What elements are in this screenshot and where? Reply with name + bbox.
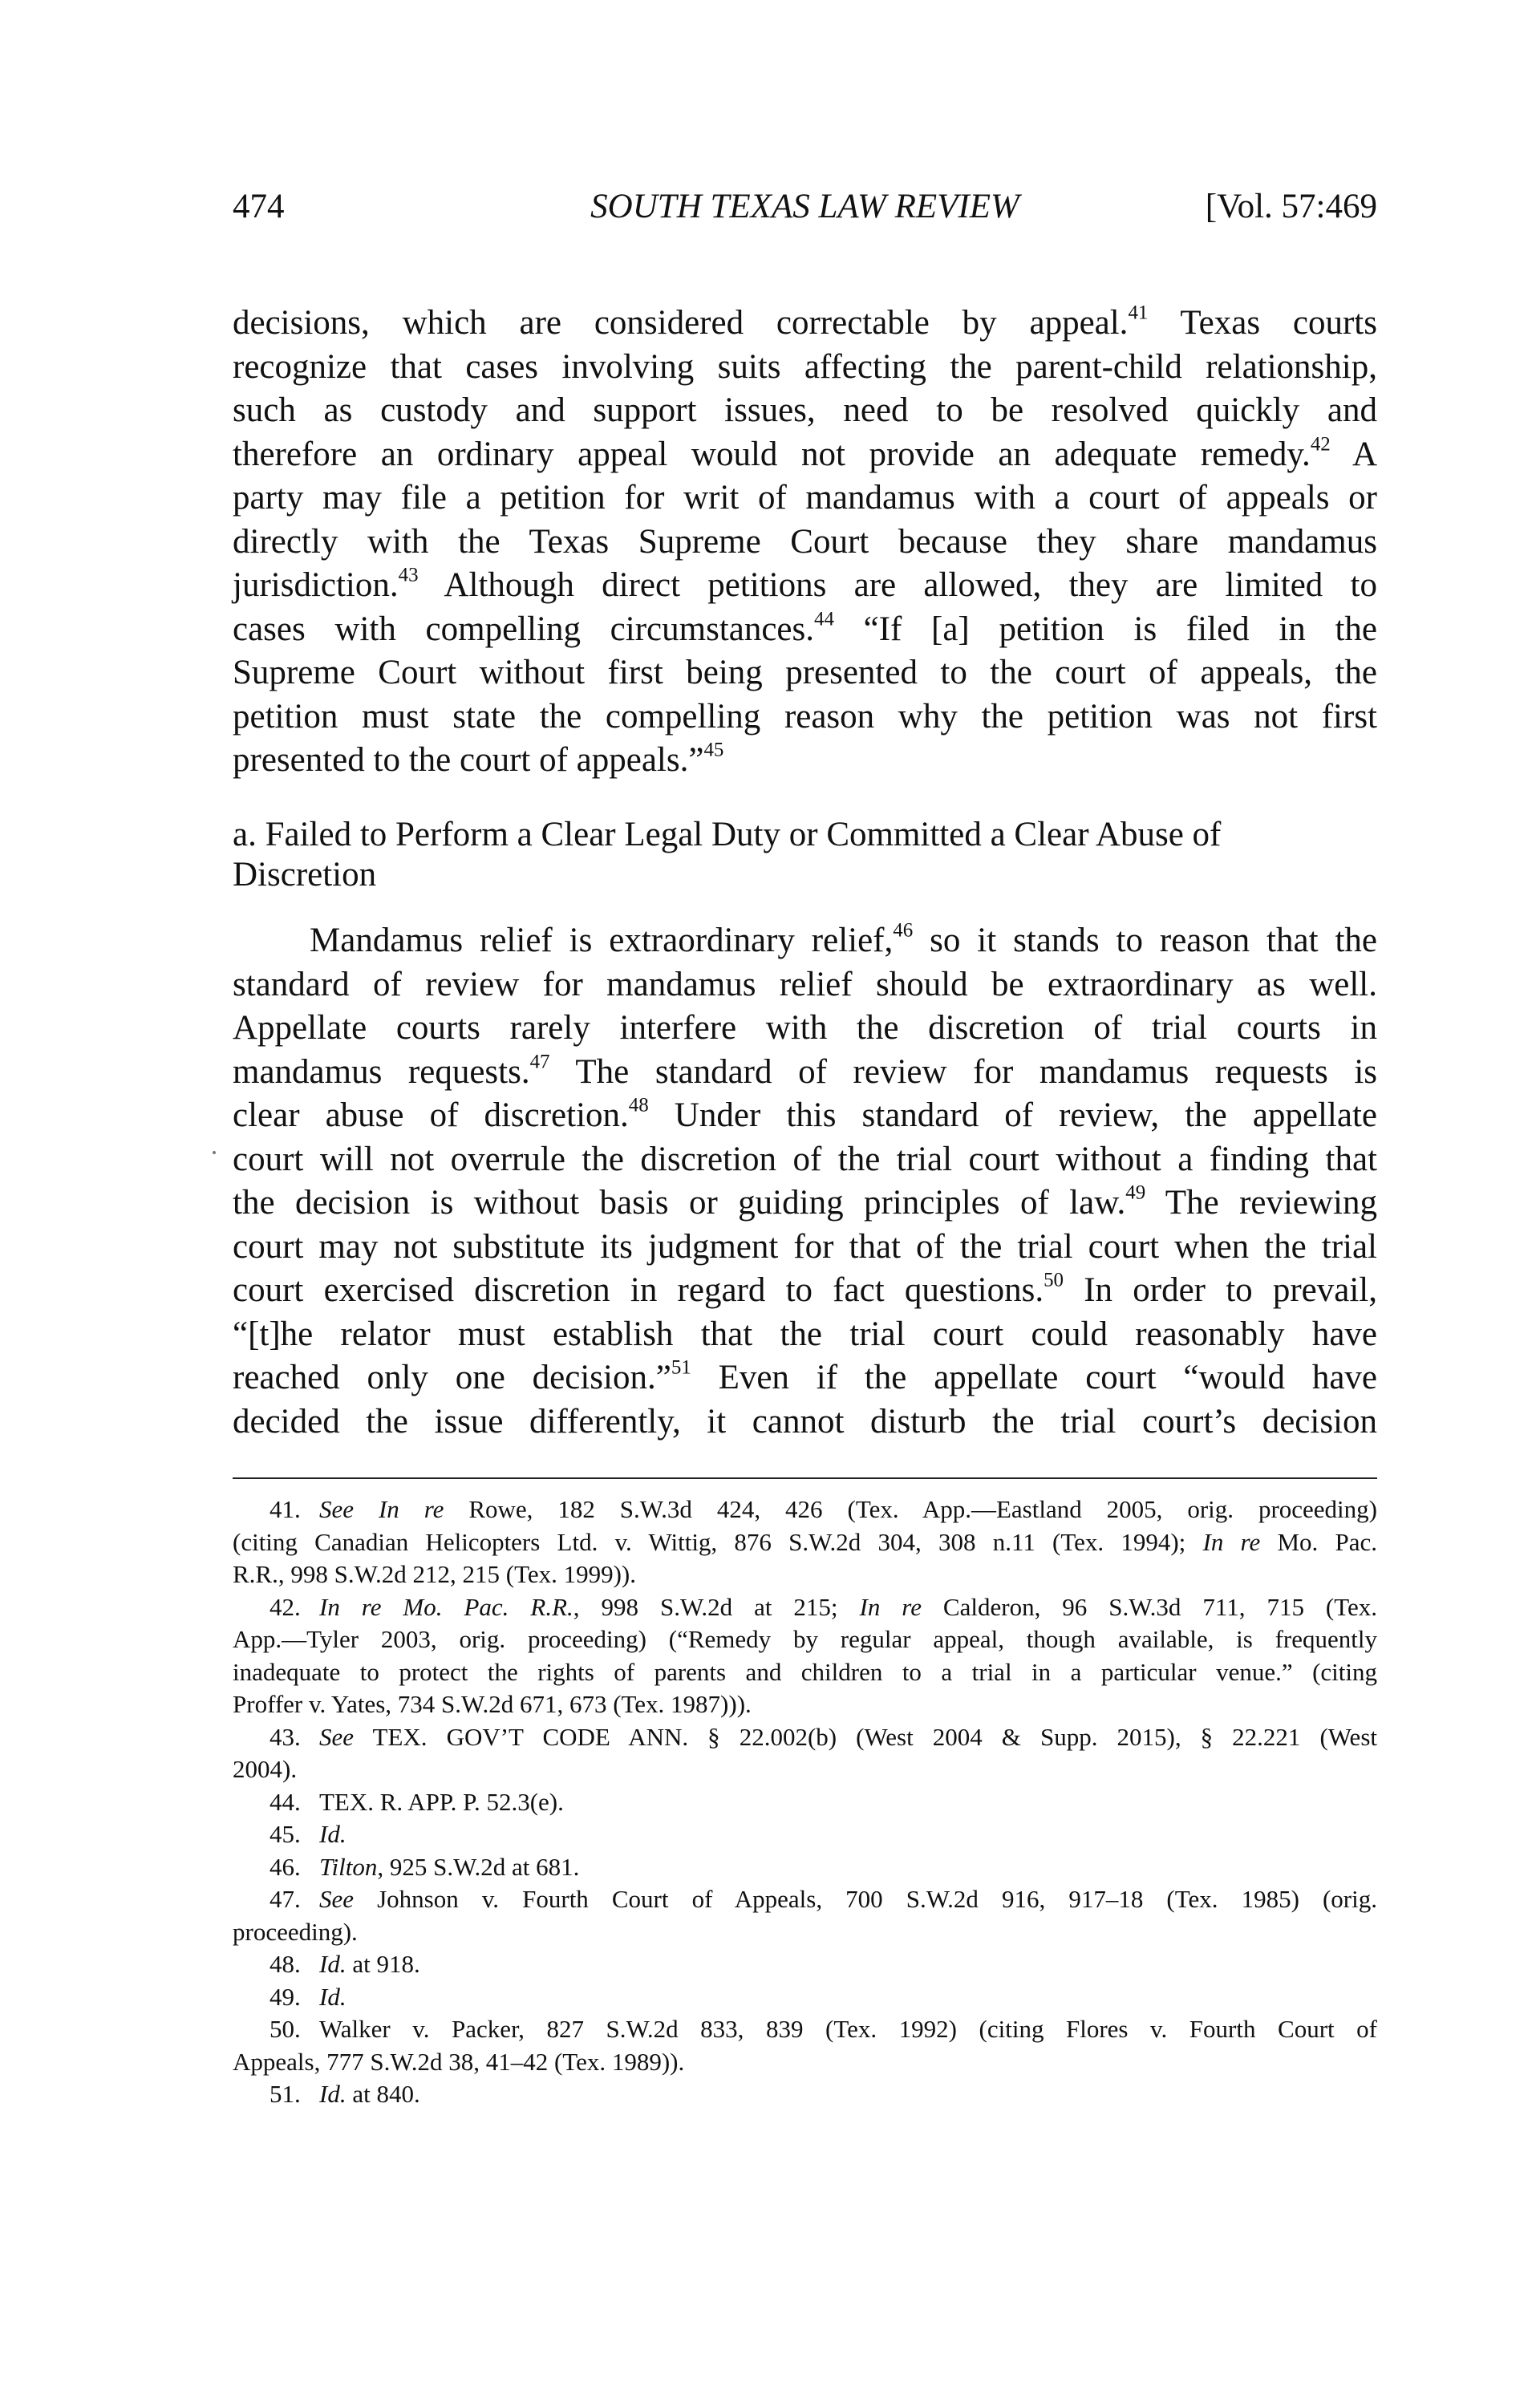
footnote-number: 47. xyxy=(270,1885,301,1913)
text-line: reached only one decision.”$^{51}$ Even if the appellate court “would have xyxy=(233,1356,1377,1396)
text-line: presented to the court of appeals.”$^{45}$ xyxy=(233,739,724,779)
section-subheading xyxy=(233,815,1377,895)
footnote-46: 46. Tilton, 925 S.W.2d at 681. xyxy=(233,1851,1377,1884)
footnote-41: 41. See In re Rowe, 182 S.W.3d 424, 426 (Tex. App.—Eastland 2005, orig. proceeding) (citing Canadian Helicopters Ltd. v. Wittig, 876 S.W.2d 304, 308 n.11 (Tex. 1994); In re Mo. Pac. R.R., 998 S.W.2d 212, 215 (Tex. 1999)). xyxy=(233,1495,1377,1588)
running-header xyxy=(233,183,1377,231)
footnote-number: 49. xyxy=(270,1982,301,2011)
footnote-number: 41. xyxy=(270,1495,301,1523)
footnote-44: 44. TEX. R. APP. P. 52.3(e). xyxy=(233,1786,1377,1819)
text-line: directly with the Texas Supreme Court because they share mandamus xyxy=(233,522,1377,561)
text-line: “[t]he relator must establish that the trial court could reasonably have xyxy=(233,1315,1377,1353)
text-line: jurisdiction.$^{43}$ Although direct petitions are allowed, they are limited to xyxy=(233,564,1377,604)
text-line: court may not substitute its judgment for that of the trial court when the trial xyxy=(233,1227,1377,1266)
text-line: therefore an ordinary appeal would not provide an adequate remedy.$^{42}$ A xyxy=(233,432,1377,473)
footnote-42: 42. In re Mo. Pac. R.R., 998 S.W.2d at 215; In re Calderon, 96 S.W.3d 711, 715 (Tex. App.—Tyler 2003, orig. proceeding) (“Remedy by regular appeal, though available, is frequently inadequate to protect the rights of parents and children to a trial in a particular venue.” (citing Proffer v. Yates, 734 S.W.2d 671, 673 (Tex. 1987))). xyxy=(233,1592,1378,1718)
text-line: such as custody and support issues, need to be resolved quickly and xyxy=(233,391,1377,429)
paragraph-2 xyxy=(233,919,1377,1444)
footnote-number: 43. xyxy=(270,1722,301,1751)
page-number: 474 xyxy=(233,188,285,225)
footnote-49: 49. Id. xyxy=(233,1981,1377,2014)
text-line: mandamus requests.$^{47}$ The standard of review for mandamus requests is xyxy=(233,1050,1378,1091)
text-line: Mandamus relief is extraordinary relief,$^{46}$ so it stands to reason that the xyxy=(310,919,1377,959)
footnote-ref-45: 45 xyxy=(703,739,724,761)
footnote-divider xyxy=(233,1477,1377,1479)
text-line: the decision is without basis or guiding principles of law.$^{49}$ The reviewing xyxy=(233,1181,1378,1222)
text-line: cases with compelling circumstances.$^{44}$ “If [a] petition is filed in the xyxy=(233,607,1378,648)
footnote-ref-41: 41 xyxy=(1128,302,1149,324)
footnote-number: 51. xyxy=(270,2080,301,2108)
text-line: recognize that cases involving suits affecting the parent-child relationship, xyxy=(233,347,1377,386)
text-line: Appellate courts rarely interfere with the discretion of trial courts in xyxy=(233,1009,1377,1047)
footnote-43: 43. See TEX. GOV’T CODE ANN. § 22.002(b) (West 2004 & Supp. 2015), § 22.221 (West 2004). xyxy=(233,1722,1377,1783)
footnote-ref-50: 50 xyxy=(1044,1269,1064,1291)
footnote-ref-44: 44 xyxy=(814,607,834,630)
footnote-50: 50. Walker v. Packer, 827 S.W.2d 833, 839 (Tex. 1992) (citing Flores v. Fourth Court of Appeals, 777 S.W.2d 38, 41–42 (Tex. 1989)). xyxy=(233,2015,1377,2076)
footnotes xyxy=(233,1493,1377,2111)
volume-citation: [Vol. 57:469 xyxy=(1205,188,1377,225)
text-line: court will not overrule the discretion of the trial court without a finding that xyxy=(233,1140,1377,1178)
margin-mark xyxy=(213,1151,216,1154)
footnote-ref-46: 46 xyxy=(893,919,914,942)
footnote-51: 51. Id. at 840. xyxy=(233,2078,1377,2111)
text-line: petition must state the compelling reason why the petition was not first xyxy=(233,697,1377,736)
paragraph-1 xyxy=(233,302,1377,783)
text-line: court exercised discretion in regard to fact questions.$^{50}$ In order to prevail, xyxy=(233,1269,1377,1309)
text-line: decisions, which are considered correctable by appeal.$^{41}$ Texas courts xyxy=(233,302,1377,342)
footnote-number: 44. xyxy=(270,1787,301,1816)
text-line: decided the issue differently, it cannot disturb the trial court’s decision xyxy=(233,1402,1377,1441)
footnote-ref-48: 48 xyxy=(628,1094,649,1116)
footnote-48: 48. Id. at 918. xyxy=(233,1948,1377,1981)
footnote-number: 42. xyxy=(270,1592,301,1621)
footnote-45: 45. Id. xyxy=(233,1818,1377,1851)
subheading-line: a. Failed to Perform a Clear Legal Duty or Committed a Clear Abuse of xyxy=(233,816,1222,853)
footnote-number: 46. xyxy=(270,1852,301,1881)
footnote-47: 47. See Johnson v. Fourth Court of Appeals, 700 S.W.2d 916, 917–18 (Tex. 1985) (orig. proceeding). xyxy=(233,1885,1377,1946)
subheading-line: Discretion xyxy=(233,856,377,894)
footnote-ref-51: 51 xyxy=(671,1356,691,1379)
footnote-number: 45. xyxy=(270,1820,301,1848)
footnote-number: 50. xyxy=(270,2015,301,2043)
text-line: party may file a petition for writ of mandamus with a court of appeals or xyxy=(233,479,1377,517)
footnote-ref-47: 47 xyxy=(529,1050,550,1072)
footnote-ref-49: 49 xyxy=(1125,1181,1146,1204)
footnote-number: 48. xyxy=(270,1950,301,1978)
text-line: standard of review for mandamus relief should be extraordinary as well. xyxy=(233,965,1377,1003)
journal-title: SOUTH TEXAS LAW REVIEW xyxy=(590,188,1019,225)
footnote-ref-42: 42 xyxy=(1310,432,1331,455)
footnote-ref-43: 43 xyxy=(398,564,419,586)
text-line: clear abuse of discretion.$^{48}$ Under this standard of review, the appellate xyxy=(233,1094,1377,1134)
text-line: Supreme Court without first being presented to the court of appeals, the xyxy=(233,654,1377,691)
